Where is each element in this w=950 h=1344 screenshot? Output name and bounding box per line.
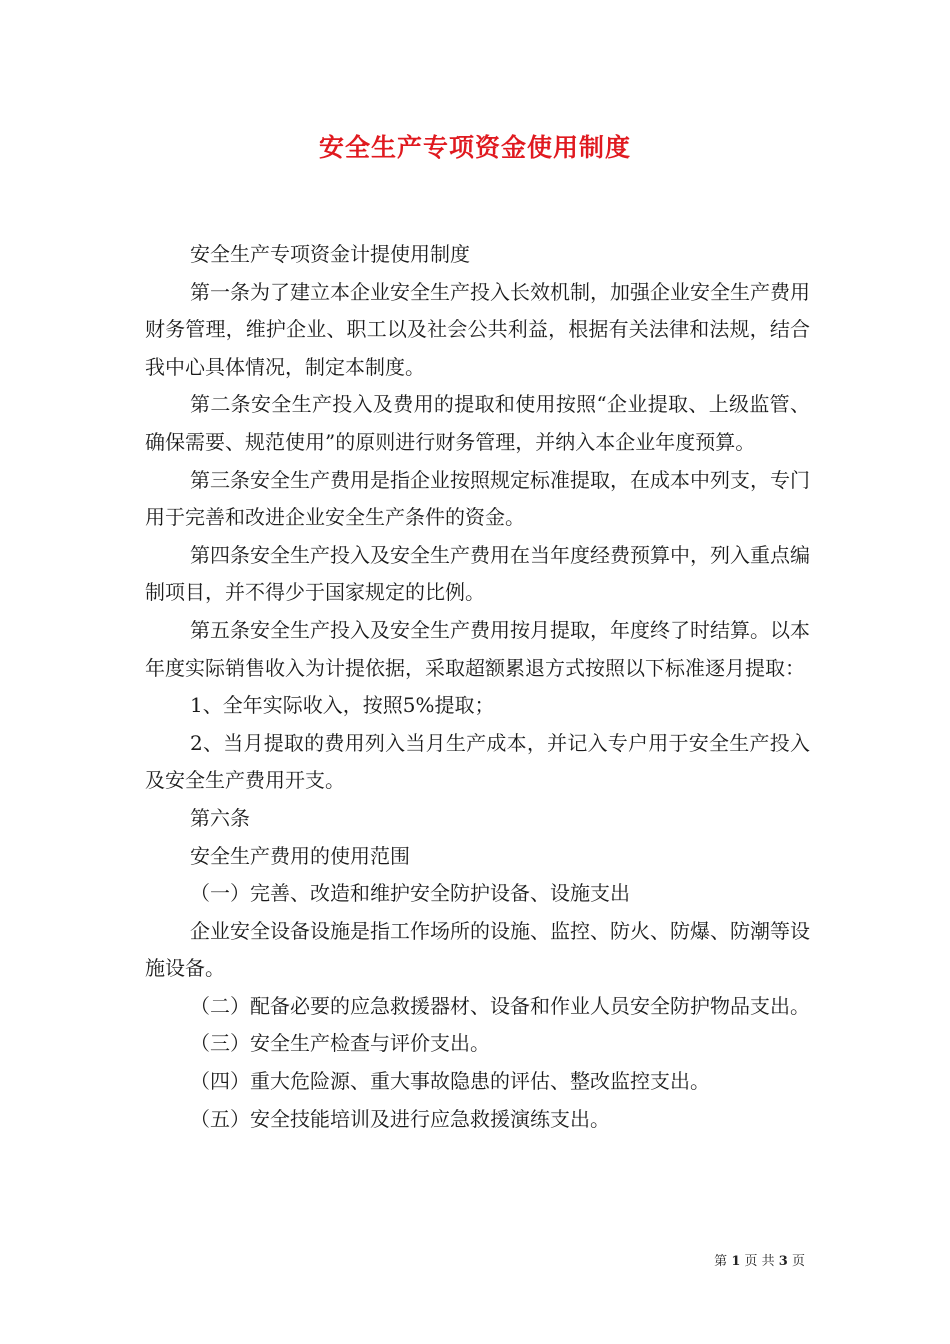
paragraph-article-1: 第一条为了建立本企业安全生产投入长效机制，加强企业安全生产费用财务管理，维护企业、职工以及社会公共利益，根据有关法律和法规，结合我中心具体情况，制定本制度。: [145, 279, 810, 379]
paragraph-item-1: 1、全年实际收入，按照5%提取；: [190, 693, 495, 718]
paragraph-article-6: 第六条: [190, 805, 250, 830]
paragraph-scope-3: （三）安全生产检查与评价支出。: [190, 1031, 490, 1056]
paragraph-subtitle: 安全生产专项资金计提使用制度: [190, 242, 470, 266]
paragraph-article-3: 第三条安全生产费用是指企业按照规定标准提取，在成本中列支，专门用于完善和改进企业安全生产条件的资金。: [145, 467, 810, 530]
document-title: 安全生产专项资金使用制度: [318, 133, 631, 162]
footer-suffix: 页: [791, 1254, 805, 1269]
paragraph-article-2: 第二条安全生产投入及费用的提取和使用按照“企业提取、上级监管、确保需要、规范使用”的原则进行财务管理，并纳入本企业年度预算。: [145, 392, 810, 454]
paragraph-scope-5: （五）安全技能培训及进行应急救援演练支出。: [190, 1106, 610, 1131]
paragraph-article-5: 第五条安全生产投入及安全生产费用按月提取，年度终了时结算。以本年度实际销售收入为计提依据，采取超额累退方式按照以下标准逐月提取：: [145, 617, 810, 680]
paragraph-article-4: 第四条安全生产投入及安全生产费用在当年度经费预算中，列入重点编制项目，并不得少于国家规定的比例。: [145, 542, 810, 605]
page-number-footer: [714, 1250, 805, 1269]
paragraph-scope-4: （四）重大危险源、重大事故隐患的评估、整改监控支出。: [190, 1069, 710, 1094]
document-body: [145, 236, 810, 1138]
paragraph-item-2: 2、当月提取的费用列入当月生产成本，并记入专户用于安全生产投入及安全生产费用开支。: [145, 730, 810, 793]
paragraph-scope-1-detail: 企业安全设备设施是指工作场所的设施、监控、防火、防爆、防潮等设施设备。: [145, 918, 810, 981]
footer-middle: 页 共: [744, 1254, 775, 1269]
paragraph-scope-1: （一）完善、改造和维护安全防护设备、设施支出: [190, 881, 630, 906]
footer-prefix: 第: [714, 1254, 728, 1269]
paragraph-scope-2: （二）配备必要的应急救援器材、设备和作业人员安全防护物品支出。: [190, 993, 810, 1018]
footer-current-page: 1: [731, 1254, 741, 1269]
footer-total-pages: 3: [778, 1254, 788, 1269]
paragraph-scope-heading: 安全生产费用的使用范围: [190, 843, 410, 868]
